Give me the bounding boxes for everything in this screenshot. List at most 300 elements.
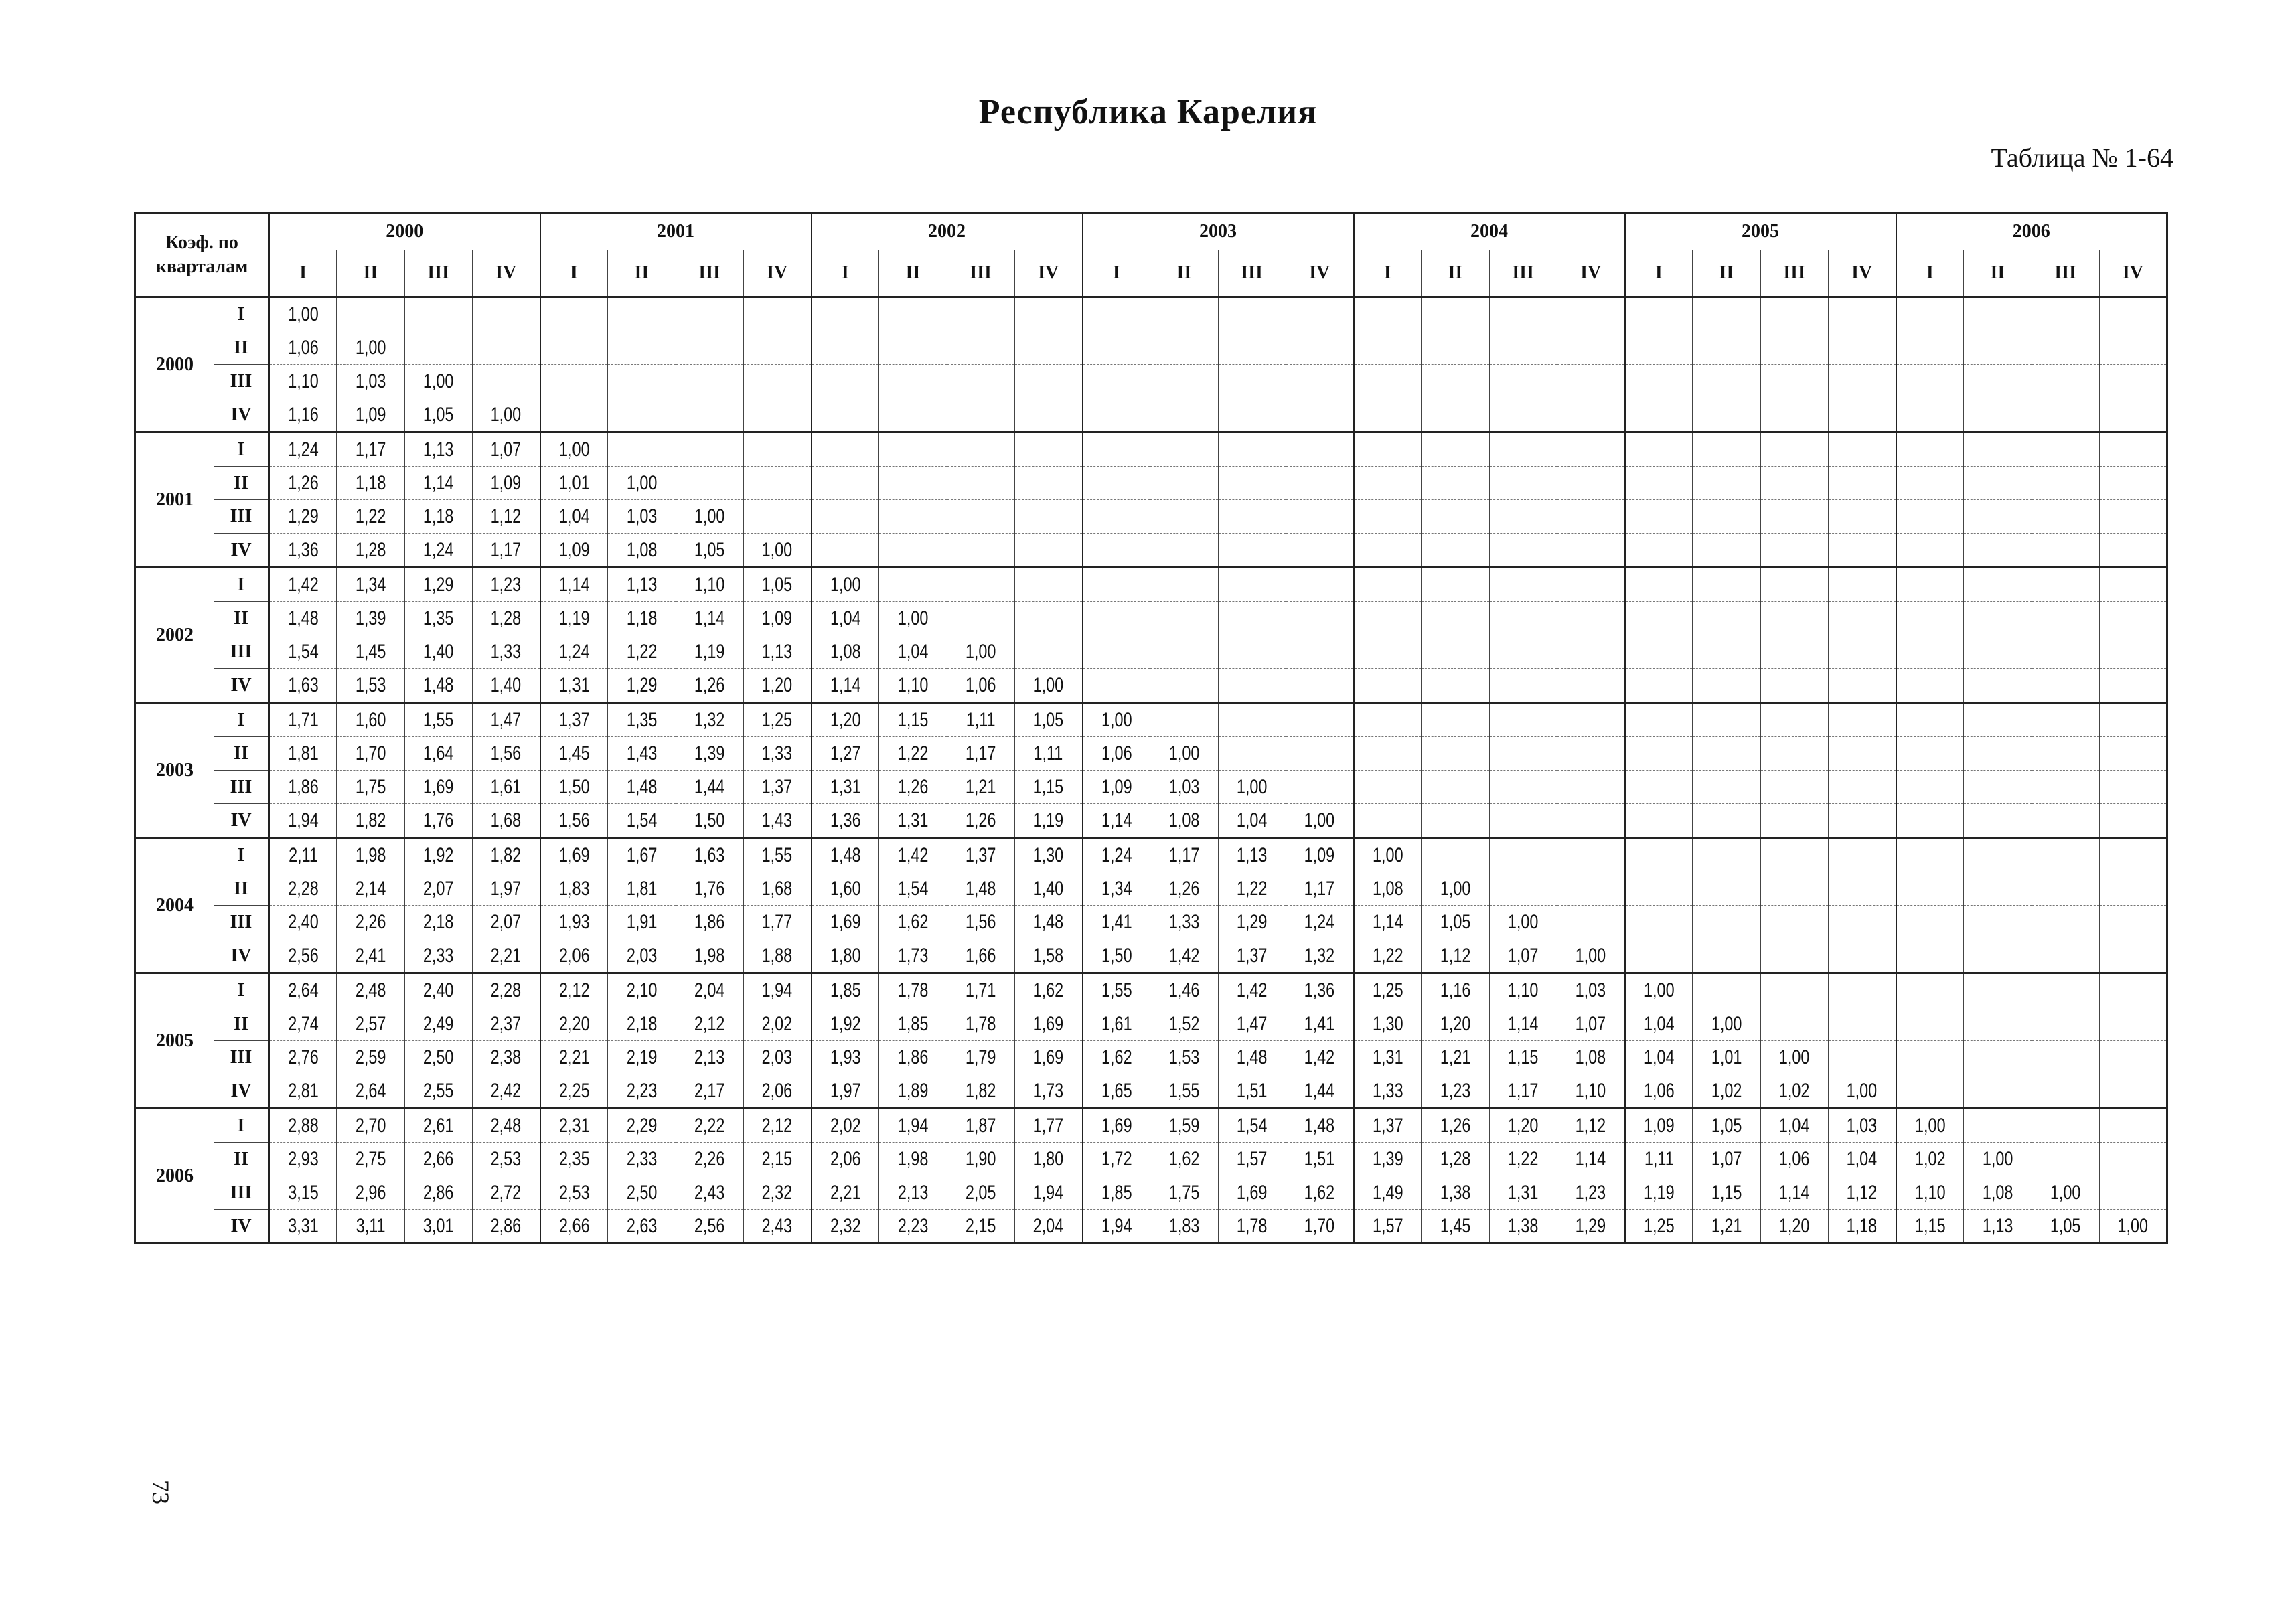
- quarter-header: I: [1354, 250, 1422, 297]
- coefficient-cell: 2,33: [412, 939, 465, 973]
- coefficient-cell: [1971, 365, 2024, 398]
- coefficient-cell: 2,28: [277, 872, 329, 906]
- coefficient-cell: 1,23: [1429, 1074, 1482, 1109]
- quarter-header-row: [135, 250, 2167, 297]
- coefficient-cell: [1497, 534, 1549, 568]
- coefficient-cell: [1497, 771, 1549, 804]
- coefficient-cell: [1971, 534, 2024, 568]
- year-header: 2003: [1083, 213, 1354, 250]
- coefficient-cell: 2,07: [479, 906, 532, 939]
- coefficient-cell: 1,43: [615, 737, 668, 771]
- coefficient-cell: [1835, 534, 1888, 568]
- corner-header: [135, 213, 269, 297]
- row-quarter-label: I: [214, 973, 269, 1007]
- coefficient-cell: 1,20: [1768, 1210, 1821, 1244]
- coefficient-cell: 2,33: [615, 1143, 668, 1176]
- coefficient-cell: [1293, 398, 1346, 432]
- coefficient-cell: 1,62: [1158, 1143, 1211, 1176]
- coefficient-cell: 1,09: [1090, 771, 1143, 804]
- coefficient-cell: 1,33: [751, 737, 803, 771]
- coefficient-cell: [2039, 432, 2092, 467]
- coefficient-cell: [2107, 1109, 2159, 1143]
- coefficient-cell: 1,35: [615, 703, 668, 737]
- coefficient-cell: [2039, 703, 2092, 737]
- coefficient-cell: 1,00: [1497, 906, 1549, 939]
- coefficient-cell: [1904, 365, 1957, 398]
- coefficient-cell: 1,07: [1497, 939, 1549, 973]
- quarter-header: III: [947, 250, 1014, 297]
- coefficient-cell: 2,02: [819, 1109, 872, 1143]
- coefficient-cell: [2107, 568, 2159, 602]
- table-row: [135, 534, 2167, 568]
- coefficient-cell: [1632, 737, 1685, 771]
- coefficient-cell: 1,28: [1429, 1143, 1482, 1176]
- coefficient-cell: [1835, 703, 1888, 737]
- coefficient-cell: [1835, 1041, 1888, 1074]
- coefficient-cell: [1429, 838, 1482, 872]
- coefficient-cell: 1,31: [1361, 1041, 1414, 1074]
- row-quarter-label: III: [214, 1041, 269, 1074]
- coefficient-cell: 2,06: [819, 1143, 872, 1176]
- coefficient-cell: [548, 297, 601, 331]
- coefficient-cell: [1971, 1074, 2024, 1109]
- coefficient-cell: 1,55: [1158, 1074, 1211, 1109]
- quarter-header: IV: [472, 250, 540, 297]
- coefficient-cell: 1,47: [479, 703, 532, 737]
- coefficient-cell: [1022, 331, 1075, 365]
- coefficient-cell: 1,44: [1293, 1074, 1346, 1109]
- coefficient-cell: 1,62: [1022, 973, 1075, 1007]
- row-quarter-label: IV: [214, 1074, 269, 1109]
- coefficient-cell: [1090, 635, 1143, 669]
- coefficient-cell: [1971, 838, 2024, 872]
- coefficient-cell: [1632, 906, 1685, 939]
- coefficient-cell: 1,09: [548, 534, 601, 568]
- coefficient-cell: 1,36: [819, 804, 872, 838]
- coefficient-cell: 1,71: [277, 703, 329, 737]
- coefficient-cell: 1,41: [1090, 906, 1143, 939]
- coefficient-cell: [1158, 432, 1211, 467]
- coefficient-cell: 1,06: [1768, 1143, 1821, 1176]
- coefficient-cell: 1,12: [1429, 939, 1482, 973]
- coefficient-cell: 2,23: [615, 1074, 668, 1109]
- coefficient-cell: [1564, 467, 1617, 500]
- coefficient-cell: [2107, 973, 2159, 1007]
- coefficient-cell: 1,14: [1497, 1007, 1549, 1041]
- coefficient-cell: [1835, 331, 1888, 365]
- coefficient-cell: [1090, 500, 1143, 534]
- coefficient-cell: [1564, 568, 1617, 602]
- coefficient-cell: 1,56: [479, 737, 532, 771]
- table-row: [135, 1143, 2167, 1176]
- coefficient-cell: 3,01: [412, 1210, 465, 1244]
- coefficient-cell: [1904, 872, 1957, 906]
- coefficient-cell: [615, 331, 668, 365]
- coefficient-cell: [1497, 365, 1549, 398]
- coefficient-cell: [548, 398, 601, 432]
- row-quarter-label: II: [214, 1143, 269, 1176]
- coefficient-cell: [1225, 467, 1278, 500]
- coefficient-cell: 3,15: [277, 1176, 329, 1210]
- coefficient-cell: [2039, 635, 2092, 669]
- coefficient-cell: [1632, 703, 1685, 737]
- coefficient-cell: [887, 467, 939, 500]
- coefficient-cell: 2,04: [1022, 1210, 1075, 1244]
- row-year-label: 2005: [135, 973, 214, 1109]
- coefficient-cell: 1,67: [615, 838, 668, 872]
- coefficient-cell: 1,49: [1361, 1176, 1414, 1210]
- coefficient-cell: 2,50: [615, 1176, 668, 1210]
- coefficient-cell: 1,62: [887, 906, 939, 939]
- coefficient-cell: 1,07: [1564, 1007, 1617, 1041]
- coefficient-cell: [1632, 500, 1685, 534]
- coefficient-cell: 1,50: [1090, 939, 1143, 973]
- coefficient-cell: [1700, 500, 1753, 534]
- coefficient-cell: [1564, 771, 1617, 804]
- coefficient-cell: [1158, 398, 1211, 432]
- coefficient-cell: 1,07: [479, 432, 532, 467]
- coefficient-cell: 1,14: [1564, 1143, 1617, 1176]
- coefficient-cell: [1225, 635, 1278, 669]
- coefficient-cell: 1,53: [344, 669, 397, 703]
- coefficient-cell: 1,89: [887, 1074, 939, 1109]
- coefficient-cell: [887, 432, 939, 467]
- table-row: [135, 804, 2167, 838]
- coefficient-cell: 1,10: [1564, 1074, 1617, 1109]
- coefficient-cell: 2,17: [683, 1074, 736, 1109]
- coefficient-cell: [1429, 398, 1482, 432]
- coefficient-cell: [1904, 568, 1957, 602]
- coefficient-cell: 1,80: [819, 939, 872, 973]
- coefficient-cell: [1700, 297, 1753, 331]
- coefficient-cell: 1,15: [1904, 1210, 1957, 1244]
- coefficient-cell: [1971, 939, 2024, 973]
- coefficient-cell: 1,57: [1225, 1143, 1278, 1176]
- coefficient-cell: 1,48: [954, 872, 1007, 906]
- coefficient-cell: 1,68: [479, 804, 532, 838]
- coefficient-cell: 1,28: [344, 534, 397, 568]
- row-quarter-label: II: [214, 602, 269, 635]
- coefficient-cell: 1,12: [479, 500, 532, 534]
- coefficient-cell: 2,43: [683, 1176, 736, 1210]
- coefficient-cell: [2107, 635, 2159, 669]
- coefficient-cell: [1904, 1007, 1957, 1041]
- coefficient-cell: [1429, 771, 1482, 804]
- coefficient-cell: [751, 467, 803, 500]
- row-quarter-label: IV: [214, 534, 269, 568]
- quarter-header: II: [608, 250, 676, 297]
- coefficient-cell: 1,04: [887, 635, 939, 669]
- coefficient-cell: [819, 500, 872, 534]
- coefficient-cell: [1022, 602, 1075, 635]
- coefficient-cell: [1768, 602, 1821, 635]
- coefficient-cell: 1,48: [412, 669, 465, 703]
- coefficient-cell: 1,91: [615, 906, 668, 939]
- coefficient-cell: 1,08: [1158, 804, 1211, 838]
- coefficient-cell: 1,63: [683, 838, 736, 872]
- coefficient-cell: [1090, 534, 1143, 568]
- coefficient-cell: 1,37: [548, 703, 601, 737]
- coefficient-cell: 1,42: [1293, 1041, 1346, 1074]
- coefficient-cell: [1497, 838, 1549, 872]
- row-year-label: 2003: [135, 703, 214, 838]
- coefficient-cell: 1,36: [1293, 973, 1346, 1007]
- coefficient-cell: 2,25: [548, 1074, 601, 1109]
- table-row: [135, 703, 2167, 737]
- coefficient-cell: [1497, 398, 1549, 432]
- coefficient-cell: 1,22: [1497, 1143, 1549, 1176]
- coefficient-cell: [1497, 500, 1549, 534]
- coefficient-cell: 1,01: [548, 467, 601, 500]
- coefficient-cell: 1,20: [819, 703, 872, 737]
- coefficient-cell: 2,26: [344, 906, 397, 939]
- coefficient-cell: 1,24: [548, 635, 601, 669]
- coefficient-cell: 1,00: [751, 534, 803, 568]
- coefficient-cell: [1835, 838, 1888, 872]
- coefficient-cell: [2107, 939, 2159, 973]
- coefficient-cell: 1,82: [479, 838, 532, 872]
- coefficient-cell: 1,17: [954, 737, 1007, 771]
- coefficient-cell: [1835, 432, 1888, 467]
- coefficient-cell: 1,82: [954, 1074, 1007, 1109]
- coefficient-cell: [1700, 568, 1753, 602]
- coefficient-cell: [1904, 1041, 1957, 1074]
- coefficient-cell: 1,69: [1022, 1041, 1075, 1074]
- coefficient-cell: [1429, 568, 1482, 602]
- coefficient-cell: 1,97: [479, 872, 532, 906]
- coefficient-cell: [1835, 906, 1888, 939]
- coefficient-cell: 1,94: [751, 973, 803, 1007]
- coefficient-cell: [1022, 500, 1075, 534]
- coefficient-cell: [1158, 297, 1211, 331]
- coefficient-cell: [1429, 703, 1482, 737]
- coefficient-cell: [1835, 602, 1888, 635]
- coefficient-cell: [1835, 297, 1888, 331]
- coefficient-cell: [1225, 432, 1278, 467]
- coefficient-cell: [1971, 804, 2024, 838]
- coefficient-cell: 2,56: [683, 1210, 736, 1244]
- coefficient-cell: [1225, 534, 1278, 568]
- coefficient-cell: 1,20: [1497, 1109, 1549, 1143]
- coefficient-cell: [1293, 568, 1346, 602]
- coefficient-cell: 1,14: [548, 568, 601, 602]
- coefficient-cell: [1429, 331, 1482, 365]
- coefficient-cell: 1,00: [1700, 1007, 1753, 1041]
- coefficient-cell: [1700, 467, 1753, 500]
- row-quarter-label: II: [214, 1007, 269, 1041]
- coefficient-cell: 1,69: [819, 906, 872, 939]
- coefficient-cell: [1632, 331, 1685, 365]
- coefficient-cell: [683, 365, 736, 398]
- coefficient-cell: 1,00: [2107, 1210, 2159, 1244]
- coefficient-cell: [1768, 297, 1821, 331]
- coefficient-cell: 1,66: [954, 939, 1007, 973]
- coefficient-cell: [683, 432, 736, 467]
- coefficient-cell: [2039, 939, 2092, 973]
- coefficient-cell: [1768, 500, 1821, 534]
- coefficient-cell: 1,00: [1904, 1109, 1957, 1143]
- coefficient-cell: [1971, 973, 2024, 1007]
- coefficient-cell: 1,36: [277, 534, 329, 568]
- coefficient-cell: [1768, 331, 1821, 365]
- coefficient-cell: [1700, 804, 1753, 838]
- coefficient-cell: [1632, 398, 1685, 432]
- coefficient-cell: 1,00: [1158, 737, 1211, 771]
- coefficient-cell: [1293, 602, 1346, 635]
- coefficient-cell: [1361, 534, 1414, 568]
- coefficient-cell: 1,19: [1022, 804, 1075, 838]
- coefficient-cell: 2,88: [277, 1109, 329, 1143]
- coefficient-cell: 1,55: [412, 703, 465, 737]
- table-row: [135, 1041, 2167, 1074]
- coefficient-cell: [1361, 602, 1414, 635]
- coefficient-cell: 1,09: [344, 398, 397, 432]
- coefficient-cell: 1,52: [1158, 1007, 1211, 1041]
- coefficient-cell: [1904, 771, 1957, 804]
- coefficient-cell: 1,23: [1564, 1176, 1617, 1210]
- coefficient-cell: 2,10: [615, 973, 668, 1007]
- coefficient-cell: 1,13: [1971, 1210, 2024, 1244]
- coefficient-cell: [954, 602, 1007, 635]
- coefficient-cell: 1,20: [1429, 1007, 1482, 1041]
- coefficient-cell: 1,04: [819, 602, 872, 635]
- coefficient-cell: [1497, 297, 1549, 331]
- coefficient-cell: 1,04: [548, 500, 601, 534]
- coefficient-cell: [819, 331, 872, 365]
- coefficient-cell: [1497, 635, 1549, 669]
- row-quarter-label: I: [214, 1109, 269, 1143]
- coefficient-cell: 1,32: [1293, 939, 1346, 973]
- coefficient-cell: [1293, 635, 1346, 669]
- coefficient-cell: 1,59: [1158, 1109, 1211, 1143]
- coefficient-cell: [1158, 500, 1211, 534]
- coefficient-cell: 1,31: [1497, 1176, 1549, 1210]
- coefficient-cell: 1,57: [1361, 1210, 1414, 1244]
- coefficient-cell: 2,14: [344, 872, 397, 906]
- coefficient-cell: 2,93: [277, 1143, 329, 1176]
- coefficient-table: [134, 212, 2168, 1244]
- coefficient-cell: 1,10: [887, 669, 939, 703]
- coefficient-cell: 1,24: [412, 534, 465, 568]
- coefficient-cell: 1,08: [1361, 872, 1414, 906]
- coefficient-cell: 1,75: [1158, 1176, 1211, 1210]
- coefficient-cell: 1,18: [344, 467, 397, 500]
- coefficient-cell: 1,14: [1090, 804, 1143, 838]
- coefficient-cell: [954, 568, 1007, 602]
- coefficient-cell: [615, 432, 668, 467]
- coefficient-cell: [1971, 906, 2024, 939]
- coefficient-cell: 1,92: [412, 838, 465, 872]
- coefficient-cell: [1564, 669, 1617, 703]
- table-row: [135, 737, 2167, 771]
- coefficient-cell: 1,26: [887, 771, 939, 804]
- row-year-label: 2004: [135, 838, 214, 973]
- coefficient-cell: [1564, 635, 1617, 669]
- coefficient-cell: [1158, 703, 1211, 737]
- coefficient-cell: 1,64: [412, 737, 465, 771]
- coefficient-cell: 1,68: [751, 872, 803, 906]
- coefficient-cell: 1,92: [819, 1007, 872, 1041]
- coefficient-cell: [1293, 331, 1346, 365]
- coefficient-cell: 1,19: [1632, 1176, 1685, 1210]
- coefficient-cell: [1904, 906, 1957, 939]
- coefficient-cell: [683, 398, 736, 432]
- coefficient-cell: [1429, 534, 1482, 568]
- coefficient-cell: 1,00: [1971, 1143, 2024, 1176]
- coefficient-cell: [1835, 467, 1888, 500]
- coefficient-cell: [1700, 398, 1753, 432]
- coefficient-cell: 1,03: [1835, 1109, 1888, 1143]
- coefficient-cell: [1497, 872, 1549, 906]
- coefficient-cell: [1429, 432, 1482, 467]
- coefficient-cell: 1,93: [819, 1041, 872, 1074]
- coefficient-cell: 1,22: [344, 500, 397, 534]
- row-quarter-label: IV: [214, 1210, 269, 1244]
- coefficient-cell: [751, 297, 803, 331]
- row-year-label: 2006: [135, 1109, 214, 1244]
- table-row: [135, 1176, 2167, 1210]
- coefficient-cell: [1293, 500, 1346, 534]
- coefficient-cell: 1,22: [615, 635, 668, 669]
- coefficient-cell: 1,02: [1768, 1074, 1821, 1109]
- coefficient-cell: 1,38: [1429, 1176, 1482, 1210]
- coefficient-cell: 1,97: [819, 1074, 872, 1109]
- coefficient-cell: 1,00: [1293, 804, 1346, 838]
- table-row: [135, 432, 2167, 467]
- coefficient-cell: [1022, 432, 1075, 467]
- coefficient-cell: 1,88: [751, 939, 803, 973]
- coefficient-cell: [615, 398, 668, 432]
- coefficient-cell: 2,38: [479, 1041, 532, 1074]
- quarter-header: IV: [743, 250, 811, 297]
- quarter-header: III: [404, 250, 472, 297]
- coefficient-cell: [1700, 838, 1753, 872]
- coefficient-cell: [1022, 398, 1075, 432]
- coefficient-cell: 1,14: [1361, 906, 1414, 939]
- coefficient-cell: 1,78: [954, 1007, 1007, 1041]
- coefficient-cell: 1,72: [1090, 1143, 1143, 1176]
- coefficient-cell: 1,02: [1700, 1074, 1753, 1109]
- coefficient-cell: 1,29: [1225, 906, 1278, 939]
- quarter-header: II: [1422, 250, 1489, 297]
- coefficient-cell: [1361, 297, 1414, 331]
- coefficient-cell: [1225, 297, 1278, 331]
- coefficient-cell: 1,03: [1158, 771, 1211, 804]
- coefficient-cell: 2,22: [683, 1109, 736, 1143]
- coefficient-cell: 1,00: [344, 331, 397, 365]
- coefficient-cell: [1632, 771, 1685, 804]
- coefficient-cell: 1,93: [548, 906, 601, 939]
- coefficient-cell: [479, 365, 532, 398]
- coefficient-cell: 1,47: [1225, 1007, 1278, 1041]
- coefficient-cell: 2,23: [887, 1210, 939, 1244]
- coefficient-cell: 1,00: [1429, 872, 1482, 906]
- coefficient-cell: 2,26: [683, 1143, 736, 1176]
- coefficient-cell: 1,26: [277, 467, 329, 500]
- coefficient-cell: [1090, 365, 1143, 398]
- year-header: 2002: [812, 213, 1083, 250]
- coefficient-cell: 2,18: [412, 906, 465, 939]
- coefficient-cell: [1632, 804, 1685, 838]
- coefficient-cell: 1,85: [819, 973, 872, 1007]
- coefficient-cell: 1,21: [1429, 1041, 1482, 1074]
- coefficient-cell: 1,38: [1497, 1210, 1549, 1244]
- table-number: Таблица № 1-64: [1991, 143, 2173, 173]
- coefficient-cell: 1,26: [954, 804, 1007, 838]
- table-row: [135, 331, 2167, 365]
- coefficient-cell: 1,33: [479, 635, 532, 669]
- coefficient-cell: 1,39: [344, 602, 397, 635]
